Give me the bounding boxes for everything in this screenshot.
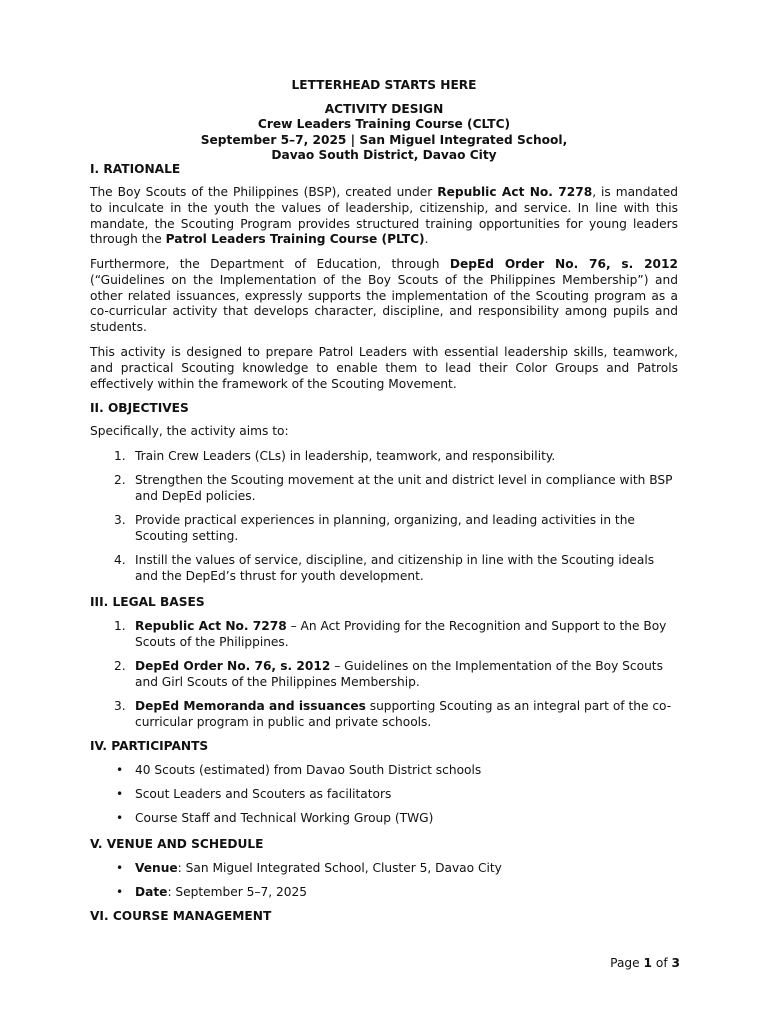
participants-list — [90, 763, 678, 836]
document-title: ACTIVITY DESIGN — [324, 101, 444, 116]
list-item: 4. Instill the values of service, discipline, and citizenship in line with the Scouting ideals and the DepEd’s thrust for youth development. — [114, 553, 655, 583]
date-item: • Date: September 5–7, 2025 — [116, 885, 308, 900]
rationale-paragraph-2: Furthermore, the Department of Education, through DepEd Order No. 76, s. 2012 (“Guidelines on the Implementation of the Boy Scouts of the Philippines Membership”) and other related issuances, expressly supports the implementation of the Scouting program as a co-curricular activity that develops character, discipline, and responsibility among pupils and students. — [90, 257, 678, 335]
list-item: • Scout Leaders and Scouters as facilitators — [116, 787, 392, 802]
list-item: • 40 Scouts (estimated) from Davao South District schools — [116, 763, 482, 777]
course-name: Crew Leaders Training Course (CLTC) — [257, 117, 511, 131]
list-item: 3. Provide practical experiences in planning, organizing, and leading activities in the Scouting setting. — [114, 513, 635, 543]
list-item: 2. Strengthen the Scouting movement at the unit and district level in compliance with BSP and DepEd policies. — [114, 473, 673, 503]
section-title-venue-schedule: V. VENUE AND SCHEDULE — [90, 837, 264, 851]
objectives-intro: Specifically, the activity aims to: — [90, 424, 289, 438]
objectives-list — [90, 449, 678, 593]
section-title-course-management: VI. COURSE MANAGEMENT — [90, 909, 272, 923]
section-title-participants: IV. PARTICIPANTS — [90, 739, 209, 753]
list-item: • Course Staff and Technical Working Group (TWG) — [116, 811, 434, 826]
rationale-paragraph-1: The Boy Scouts of the Philippines (BSP), created under Republic Act No. 7278, is mandated to inculcate in the youth the values of leadership, citizenship, and service. In line with this mandate, the Scouting Program provides structured training opportunities for young leaders through the Patrol Leaders Training Course (PLTC). — [90, 185, 678, 247]
list-item: 2. DepEd Order No. 76, s. 2012 – Guidelines on the Implementation of the Boy Scouts and Girl Scouts of the Philippines Membership. — [114, 658, 663, 689]
venue-item: • Venue: San Miguel Integrated School, Cluster 5, Davao City — [116, 861, 502, 875]
venue-schedule-list — [90, 861, 678, 909]
letterhead-placeholder: LETTERHEAD STARTS HERE — [291, 78, 477, 92]
list-item: 3. DepEd Memoranda and issuances supporting Scouting as an integral part of the co-curricular program in public and private schools. — [114, 698, 672, 729]
document-header — [90, 78, 678, 164]
page-number: Page 1 of 3 — [610, 956, 680, 970]
section-title-objectives: II. OBJECTIVES — [90, 401, 189, 415]
rationale-paragraph-3: This activity is designed to prepare Patrol Leaders with essential leadership skills, teamwork, and practical Scouting knowledge to enable them to lead their Color Groups and Patrols effectively within the framework of the Scouting Movement. — [90, 345, 678, 391]
location-line: Davao South District, Davao City — [271, 148, 497, 162]
section-title-rationale: I. RATIONALE — [90, 162, 181, 176]
section-title-legal-bases: III. LEGAL BASES — [90, 595, 205, 609]
date-venue-line: September 5–7, 2025 | San Miguel Integrated School, — [200, 132, 568, 147]
legal-bases-list — [90, 619, 678, 739]
list-item: 1. Republic Act No. 7278 – An Act Providing for the Recognition and Support to the Boy Scouts of the Philippines. — [114, 619, 667, 649]
list-item: 1. Train Crew Leaders (CLs) in leadership, teamwork, and responsibility. — [114, 449, 556, 463]
